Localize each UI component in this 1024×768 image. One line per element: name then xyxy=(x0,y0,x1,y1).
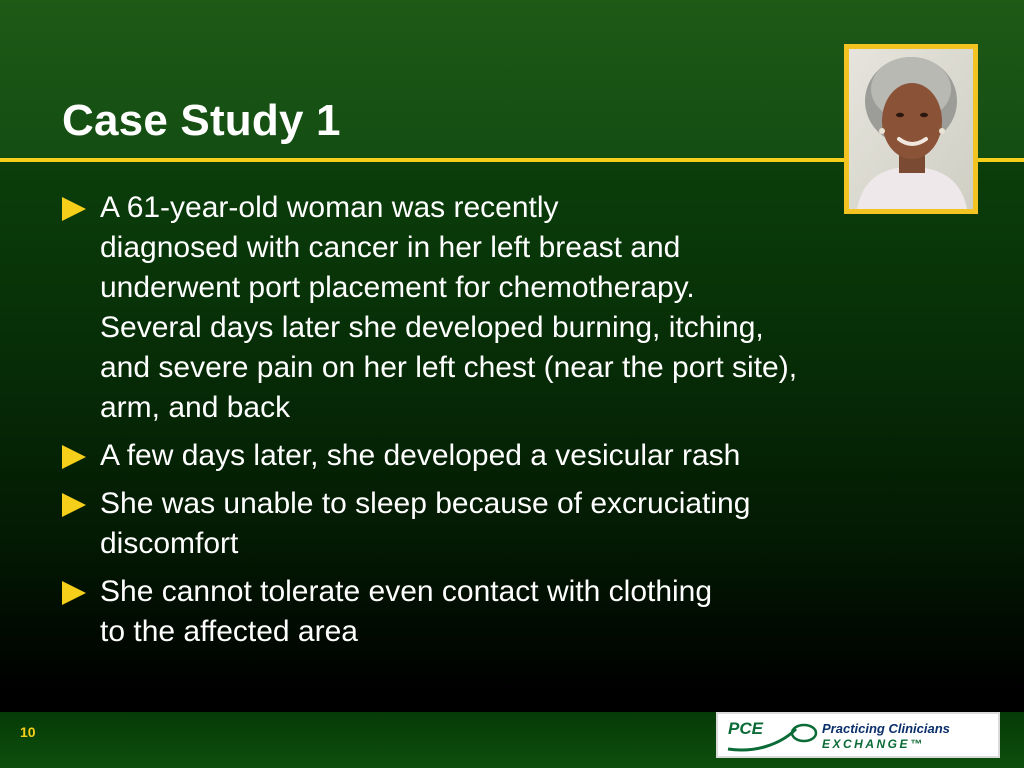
triangle-right-icon xyxy=(62,197,86,221)
bullet-text: A 61-year-old woman was recently diagnosed with cancer in her left breast and underwent port placement for chemotherapy. Several days later she developed burning, itching, and severe pain on her left chest (near the port site), arm, and back xyxy=(100,191,798,424)
bullet-item xyxy=(62,436,992,476)
triangle-right-icon xyxy=(62,581,86,605)
pce-logo xyxy=(716,712,1000,758)
slide-title: Case Study 1 xyxy=(62,96,341,145)
portrait-photo xyxy=(849,49,973,209)
bullet-item xyxy=(62,484,992,564)
triangle-right-icon xyxy=(62,493,86,517)
bullet-item xyxy=(62,572,992,652)
bullet-list xyxy=(62,188,992,660)
triangle-right-icon xyxy=(62,445,86,469)
bullet-item xyxy=(62,188,992,428)
bullet-text: A few days later, she developed a vesicular rash xyxy=(100,439,741,472)
page-number: 10 xyxy=(20,724,36,740)
logo-title: Practicing Clinicians xyxy=(822,721,950,736)
bullet-text: She was unable to sleep because of excruciating discomfort xyxy=(100,487,751,560)
logo-mark: PCE xyxy=(728,719,763,738)
logo-content xyxy=(724,719,994,753)
logo-subtitle: EXCHANGE™ xyxy=(822,737,925,751)
bullet-text: She cannot tolerate even contact with clothing to the affected area xyxy=(100,575,713,648)
